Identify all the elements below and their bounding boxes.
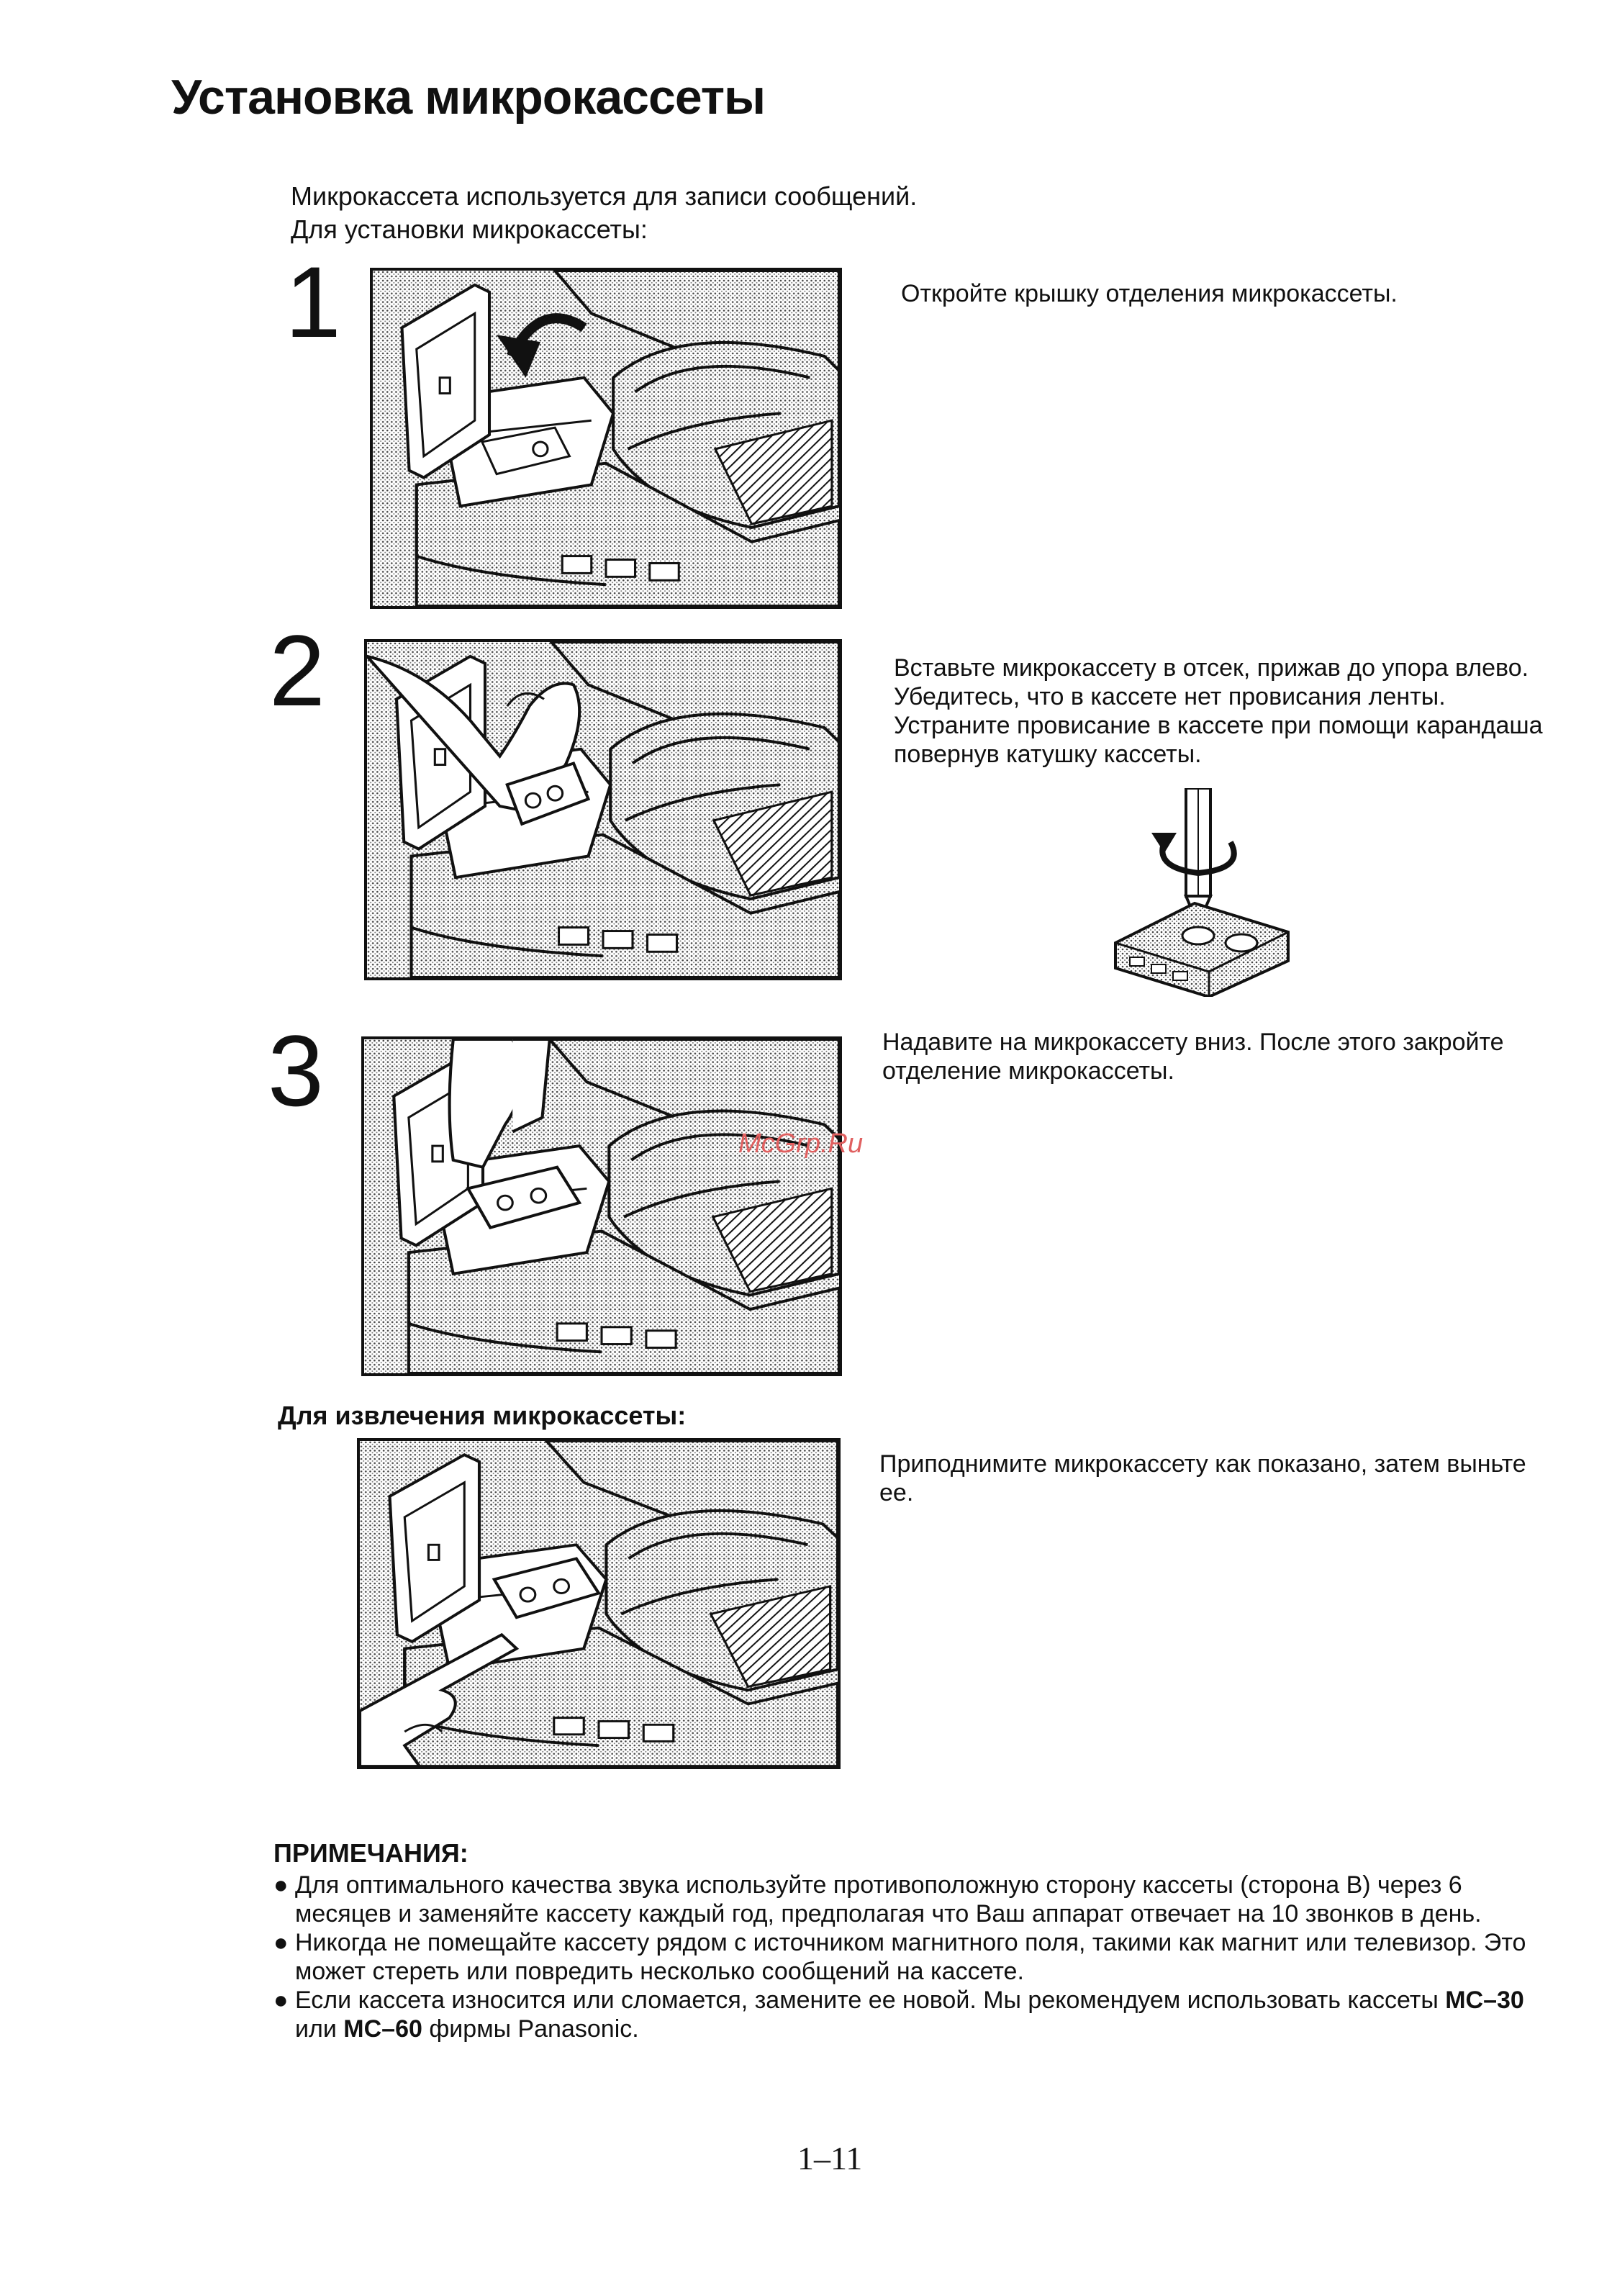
removal-heading: Для извлечения микрокассеты: [278, 1401, 687, 1430]
note-item [273, 1871, 1554, 1928]
step-2-text: Вставьте микрокассету в отсек, прижав до упора влево. Убедитесь, что в кассете нет провисания ленты. Устраните провисание в кассете при помощи карандаша повернув катушку кассеты. [894, 654, 1543, 768]
bullet-icon: ● [273, 1987, 289, 2014]
step-1-text: Откройте крышку отделения микрокассеты. [901, 280, 1398, 307]
step-2-number: 2 [269, 614, 325, 727]
note-1-text: Для оптимального качества звука используйте противоположную сторону кассеты (сторона B) через 6 месяцев и заменяйте кассету каждый год, предполагая что Ваш аппарат отвечает на 10 звонков в день. [295, 1871, 1482, 1927]
removal-text: Приподнимите микрокассету как показано, затем выньте ее. [879, 1450, 1526, 1506]
note-3-text-a: Если кассета износится или сломается, замените ее новой. Мы рекомендуем использовать кассеты [295, 1987, 1446, 2014]
note-item [273, 1928, 1554, 1986]
step-3-number: 3 [268, 1014, 324, 1127]
bullet-icon: ● [273, 1929, 289, 1956]
intro-line-1: Микрокассета используется для записи сообщений. [291, 181, 918, 211]
removal-illustration [357, 1438, 841, 1769]
pencil-cassette-illustration [1108, 788, 1295, 997]
note-2-text: Никогда не помещайте кассету рядом с источником магнитного поля, такими как магнит или телевизор. Это может стереть или повредить несколько сообщений на кассете. [295, 1929, 1526, 1985]
intro-line-2: Для установки микрокассеты: [291, 214, 648, 244]
step-1-illustration [370, 268, 842, 609]
cassette-model-mc60: MC–60 [343, 2015, 422, 2043]
page-title: Установка микрокассеты [171, 70, 766, 125]
note-3-text-c: фирмы Panasonic. [422, 2015, 639, 2043]
notes-section [273, 1839, 1554, 2043]
note-3-text-b: или [295, 2015, 344, 2043]
cassette-model-mc30: MC–30 [1445, 1987, 1524, 2014]
step-3-text: Надавите на микрокассету вниз. После этого закройте отделение микрокассеты. [882, 1029, 1504, 1085]
step-2-illustration [364, 639, 842, 980]
watermark: McGrp.Ru [738, 1129, 864, 1159]
page-number: 1–11 [797, 2140, 863, 2177]
step-3-illustration [361, 1036, 842, 1376]
intro-text [291, 180, 917, 246]
step-1-number: 1 [285, 245, 341, 358]
bullet-icon: ● [273, 1871, 289, 1899]
note-item [273, 1986, 1554, 2043]
notes-heading: ПРИМЕЧАНИЯ: [273, 1838, 468, 1868]
